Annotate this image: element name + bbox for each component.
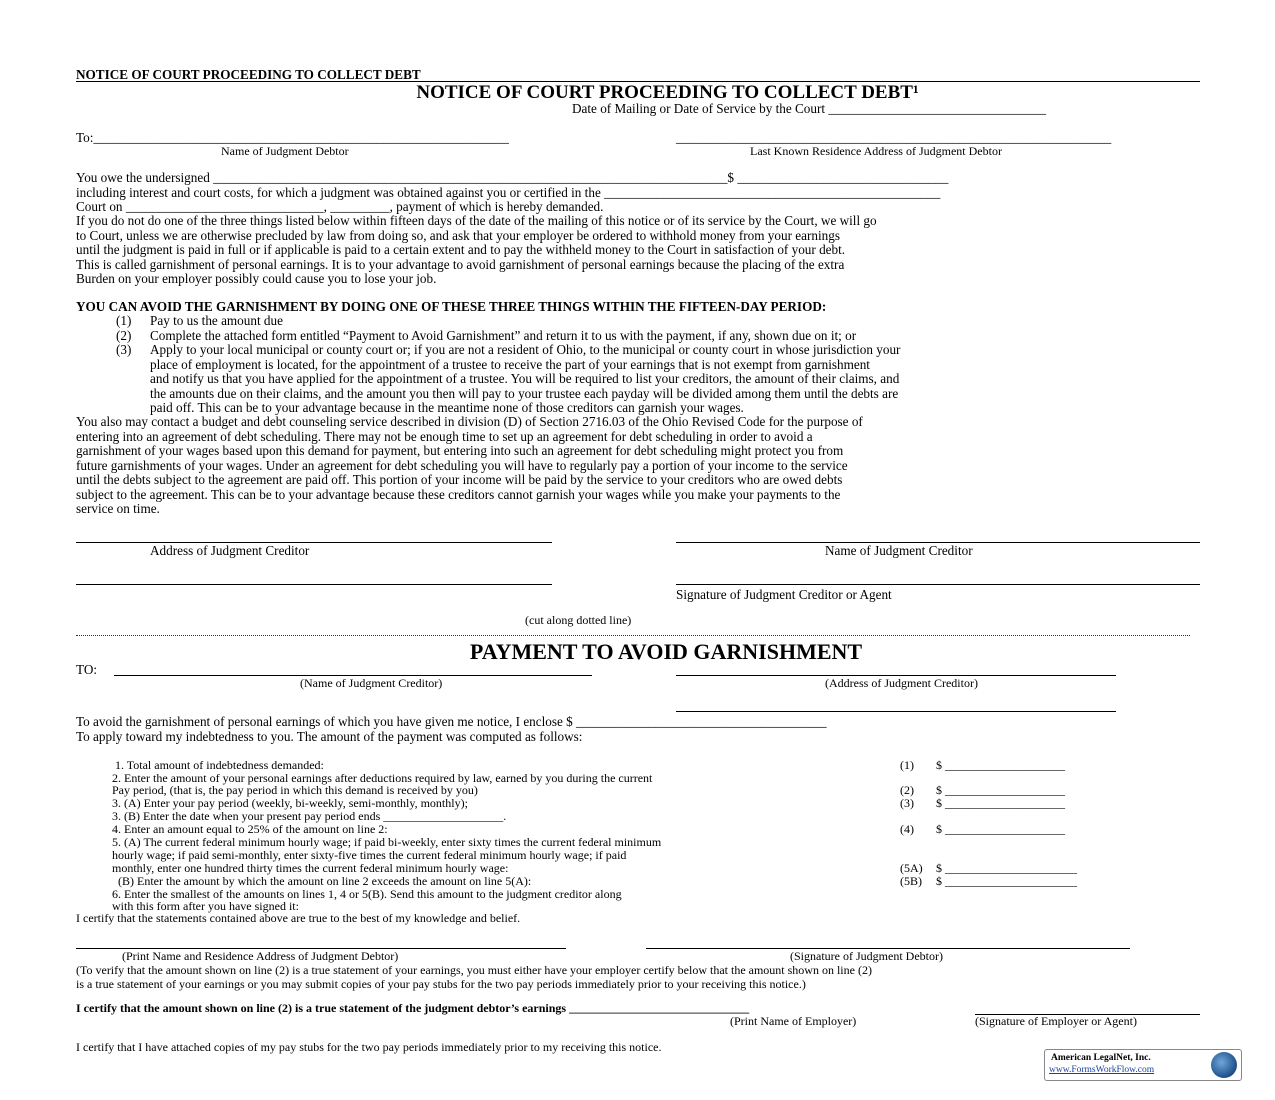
- creditor-name-caption: Name of Judgment Creditor: [825, 543, 973, 558]
- logo-company: American LegalNet, Inc.: [1051, 1053, 1151, 1063]
- date-field[interactable]: _________________________________: [828, 101, 1046, 116]
- item-6-text: 6. Enter the smallest of the amounts on lines 1, 4 or 5(B). Send this amount to the judgment creditor along: [112, 887, 622, 901]
- item-5a-text-2: hourly wage; if paid semi-monthly, enter sixty-five times the current federal minimum hourly wage; if paid: [112, 848, 627, 862]
- globe-icon: [1211, 1052, 1237, 1078]
- creditor-signature-caption: Signature of Judgment Creditor or Agent: [676, 587, 892, 602]
- enclose-line[interactable]: To avoid the garnishment of personal earnings of which you have given me notice, I enclose $ ______________________________________: [76, 714, 827, 729]
- verify-note: (To verify that the amount shown on line (2) is a true statement of your earnings, you must either have your employer certify below that the amount shown on line (2) is a true statement of your earnings or you may submit copies of your pay stubs for the two pay periods immediately prior to your receiving this notice.): [76, 963, 872, 991]
- option-3: (3) Apply to your local municipal or county court or; if you are not a resident of Ohio, to the municipal or county court in whose jurisdiction your: [116, 342, 901, 357]
- counseling-paragraph: You also may contact a budget and debt counseling service described in division (D) of Section 2716.03 of the Ohio Revised Code for the purpose of entering into an agreement of debt scheduling. There may not be enough time to set up an agreement for debt scheduling in order to avoid a garnishment of your wages based upon this demand for payment, but entering into such an agreement for debt scheduling might protect you from future garnishments of your wages. Under an agreement for debt scheduling you will have to regularly pay a portion of your income to the service until the debts subject to the agreement are paid off. This portion of your income will be paid by the service to your creditors who are owed debts subject to the agreement. This can be to your advantage because these creditors cannot garnish your wages while you make your payments to the service on time.: [76, 414, 863, 516]
- employer-name-caption: (Print Name of Employer): [730, 1014, 857, 1028]
- payment-creditor-address-caption: (Address of Judgment Creditor): [825, 676, 978, 690]
- item-1-code: (1): [900, 758, 914, 772]
- payment-creditor-name-caption: (Name of Judgment Creditor): [300, 676, 443, 690]
- debtor-print-name-caption: (Print Name and Residence Address of Judgment Debtor): [122, 949, 399, 963]
- item-3b-text[interactable]: 3. (B) Enter the date when your present pay period ends ____________________.: [112, 809, 507, 823]
- option-2: (2) Complete the attached form entitled “Payment to Avoid Garnishment” and return it to us with the payment, if any, shown due on it; or: [116, 327, 857, 343]
- page-title: NOTICE OF COURT PROCEEDING TO COLLECT DEBT¹: [416, 82, 919, 103]
- to-debtor-field[interactable]: To:_______________________________________________________________: [76, 130, 509, 145]
- debtor-name-caption: Name of Judgment Debtor: [221, 144, 349, 158]
- owe-line-amount[interactable]: You owe the undersigned ______________________________________________________________________________$ ________________________________: [76, 170, 949, 185]
- avoid-heading: YOU CAN AVOID THE GARNISHMENT BY DOING ONE OF THESE THREE THINGS WITHIN THE FIFTEEN-DAY PERIOD:: [76, 299, 827, 314]
- options-list: (1) Pay to us the amount due (2) Complete the attached form entitled “Payment to Avoid Garnishment” and return it to us with the payment, if any, shown due on it; or (3) Apply to your local municipal or county court or; if you are not a resident of Ohio, to the municipal or county court in whose jurisdiction your place of employment is located, for the appointment of a trustee to receive the part of your earnings that is not exempt from garnishment and notify us that you have applied for the appointment of a trustee. You will be required to list your creditors, the amount of their claims, and the amounts due on their claims, and the amount you then will pay to your trustee each payday will be divided among them until the debts are paid off. This can be to your advantage because in the meantime none of those creditors can garnish your wages.: [116, 313, 901, 415]
- item-2-text: 2. Enter the amount of your personal earnings after deductions required by law, earned by you during the current: [112, 771, 653, 785]
- owe-line-date[interactable]: Court on ______________________________, _________, payment of which is hereby demanded.: [76, 199, 604, 214]
- item-3a-text: 3. (A) Enter your pay period (weekly, bi-weekly, semi-monthly, monthly);: [112, 796, 468, 810]
- item-2-code: (2): [900, 783, 914, 797]
- item-5a-text-3: monthly, enter one hundred thirty times the current federal minimum hourly wage:: [112, 861, 509, 875]
- logo-url-link[interactable]: www.FormsWorkFlow.com: [1049, 1065, 1155, 1075]
- item-5b-field[interactable]: $ ______________________: [936, 874, 1077, 888]
- payment-form-title: PAYMENT TO AVOID GARNISHMENT: [469, 639, 863, 664]
- debtor-address-field[interactable]: __________________________________________________________________: [676, 130, 1112, 145]
- item-5a-text: 5. (A) The current federal minimum hourly wage; if paid bi-weekly, enter sixty times the current federal minimum: [112, 835, 662, 849]
- debtor-address-caption: Last Known Residence Address of Judgment Debtor: [750, 144, 1002, 158]
- item-1-field[interactable]: $ ____________________: [936, 758, 1065, 772]
- running-title: NOTICE OF COURT PROCEEDING TO COLLECT DEBT: [76, 67, 421, 82]
- employer-certify-line[interactable]: I certify that the amount shown on line (2) is a true statement of the judgment debtor’s earnings ______________________________: [76, 1001, 750, 1015]
- item-5b-text: (B) Enter the amount by which the amount on line 2 exceeds the amount on line 5(A):: [118, 874, 532, 888]
- option-1: (1) Pay to us the amount due: [116, 313, 283, 328]
- debtor-signature-caption: (Signature of Judgment Debtor): [790, 949, 943, 963]
- item-5b-code: (5B): [900, 874, 922, 888]
- item-2b-text: Pay period, (that is, the pay period in which this demand is received by you): [112, 783, 478, 797]
- item-1-text: 1. Total amount of indebtedness demanded:: [115, 758, 324, 772]
- item-4-code: (4): [900, 822, 914, 836]
- certify-line: I certify that the statements contained above are true to the best of my knowledge and belief.: [76, 911, 521, 925]
- item-5a-code: (5A): [900, 861, 923, 875]
- item-2-field[interactable]: $ ____________________: [936, 783, 1065, 797]
- cut-label: (cut along dotted line): [525, 613, 632, 627]
- item-4-text: 4. Enter an amount equal to 25% of the amount on line 2:: [112, 822, 388, 836]
- legalnet-logo[interactable]: [1044, 1049, 1242, 1081]
- pay-stubs-line: I certify that I have attached copies of my pay stubs for the two pay periods immediately prior to my receiving this notice.: [76, 1040, 662, 1054]
- item-6-text-2: with this form after you have signed it:: [112, 899, 299, 913]
- item-3-code: (3): [900, 796, 914, 810]
- payment-to-label: TO:: [76, 662, 98, 677]
- apply-line: To apply toward my indebtedness to you. The amount of the payment was computed as follows:: [76, 729, 583, 744]
- employer-signature-caption: (Signature of Employer or Agent): [975, 1014, 1137, 1028]
- date-label: Date of Mailing or Date of Service by the Court _________________________________: [572, 101, 1046, 116]
- item-5a-field[interactable]: $ ______________________: [936, 861, 1077, 875]
- item-4-field[interactable]: $ ____________________: [936, 822, 1065, 836]
- item-3-field[interactable]: $ ____________________: [936, 796, 1065, 810]
- intro-paragraph: If you do not do one of the three things listed below within fifteen days of the date of the mailing of this notice or of its service by the Court, we will go to Court, unless we are otherwise precluded by law from doing so, and ask that your employer be ordered to withhold money from your earnings until the judgment is paid in full or if applicable is paid to a certain extent and to pay the withheld money to the Court in satisfaction of your debt. This is called garnishment of personal earnings. It is to your advantage to avoid garnishment of personal earnings because the placing of the extra Burden on your employer possibly could cause you to lose your job.: [76, 213, 877, 286]
- owe-line-court[interactable]: including interest and court costs, for which a judgment was obtained against you or certified in the ___________________________________________________: [76, 184, 941, 200]
- creditor-address-caption: Address of Judgment Creditor: [150, 543, 310, 558]
